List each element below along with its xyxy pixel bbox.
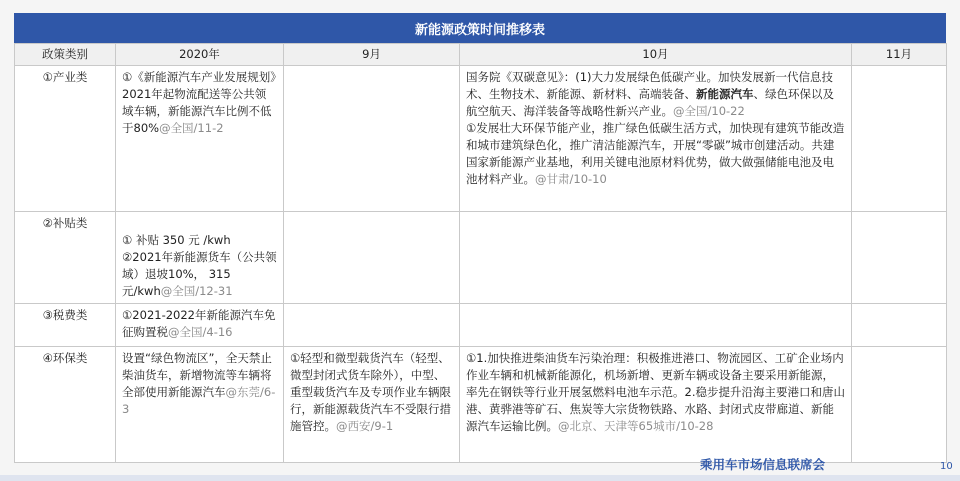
header-category: 政策类别	[15, 44, 116, 66]
source-tag: @全国/4-16	[168, 325, 233, 339]
table-row	[15, 347, 947, 463]
cell-oct	[460, 212, 852, 304]
cell-2020	[116, 347, 284, 463]
header-2020: 2020年	[116, 44, 284, 66]
header-nov: 11月	[852, 44, 947, 66]
table-row	[15, 66, 947, 212]
cell-nov	[852, 212, 947, 304]
cell-sep	[284, 304, 460, 347]
cell-2020	[116, 212, 284, 304]
cell-oct	[460, 347, 852, 463]
table-row	[15, 212, 947, 304]
policy-text: ①2021-2022年新能源汽车免征购置税	[122, 308, 276, 339]
cell-oct	[460, 304, 852, 347]
category-cell: ④环保类	[15, 347, 116, 463]
footer-org: 乘用车市场信息联席会	[700, 457, 826, 472]
policy-text: ①《新能源汽车产业发展规划》2021年起物流配送等公共领域车辆，新能源汽车比例不低于80%	[122, 70, 277, 135]
category-cell: ②补贴类	[15, 212, 116, 304]
source-tag: @东莞/6-3	[122, 385, 276, 416]
policy-text: ①轻型和微型载货汽车（轻型、微型封闭式货车除外），中型、重型载货汽车及专项作业车辆限行，新能源载货汽车不受限行措施管控。	[290, 351, 451, 433]
header-sep: 9月	[284, 44, 460, 66]
policy-table	[14, 43, 947, 463]
source-tag: @西安/9-1	[336, 419, 394, 433]
category-cell: ③税费类	[15, 304, 116, 347]
category-cell: ①产业类	[15, 66, 116, 212]
policy-paragraph	[466, 120, 845, 188]
source-tag: @甘肃/10-10	[535, 172, 607, 186]
cell-nov	[852, 347, 947, 463]
policy-text: 设置“绿色物流区”，全天禁止柴油货车，新增物流等车辆将全部使用新能源汽车	[122, 351, 272, 399]
header-row	[15, 44, 947, 66]
cell-oct	[460, 66, 852, 212]
policy-text: 国务院《双碳意见》：(1)大力发展绿色低碳产业。加快发展新一代信息技术、生物技术、新能源、新材料、高端装备、	[466, 70, 834, 101]
header-oct: 10月	[460, 44, 852, 66]
policy-paragraph	[466, 69, 845, 120]
cell-sep	[284, 66, 460, 212]
source-tag: @全国/10-22	[673, 104, 745, 118]
policy-text: ①1.加快推进柴油货车污染治理：积极推进港口、物流园区、工矿企业场内作业车辆和机械新能源化，机场新增、更新车辆或设备主要采用新能源，率先在钢铁等行业开展氢燃料电池车示范。2.稳步提升沿海主要港口和唐山港、黄骅港等矿石、焦炭等大宗货物铁路、水路、封闭式皮带廊道、新能源汽车运输比例。	[466, 351, 845, 433]
table-row	[15, 304, 947, 347]
table-title: 新能源政策时间推移表	[14, 13, 946, 43]
cell-nov	[852, 66, 947, 212]
cell-sep	[284, 212, 460, 304]
source-tag: @全国/12-31	[160, 284, 233, 298]
cell-2020	[116, 66, 284, 212]
source-tag: @全国/11-2	[159, 121, 224, 135]
page-number: 10	[940, 461, 953, 472]
cell-sep	[284, 347, 460, 463]
policy-text: 、绿色环保以及航空航天、海洋装备等战略性新兴产业。	[466, 87, 834, 118]
cell-2020	[116, 304, 284, 347]
policy-text: ① 补贴 350 元 /kwh ②2021年新能源货车（公共领域）退坡10%， 315元/kwh	[122, 233, 277, 298]
policy-highlight: 新能源汽车	[696, 87, 754, 101]
policy-text: ①发展壮大环保节能产业，推广绿色低碳生活方式，加快现有建筑节能改造和城市建筑绿色化，推广清洁能源汽车，开展“零碳”城市创建活动。共建国家新能源产业基地，利用关键电池原材料优势，做大做强储能电池及电池材料产业。	[466, 121, 845, 186]
cell-nov	[852, 304, 947, 347]
bottom-bar	[0, 475, 960, 481]
source-tag: @北京、天津等65城市/10-28	[558, 419, 714, 433]
